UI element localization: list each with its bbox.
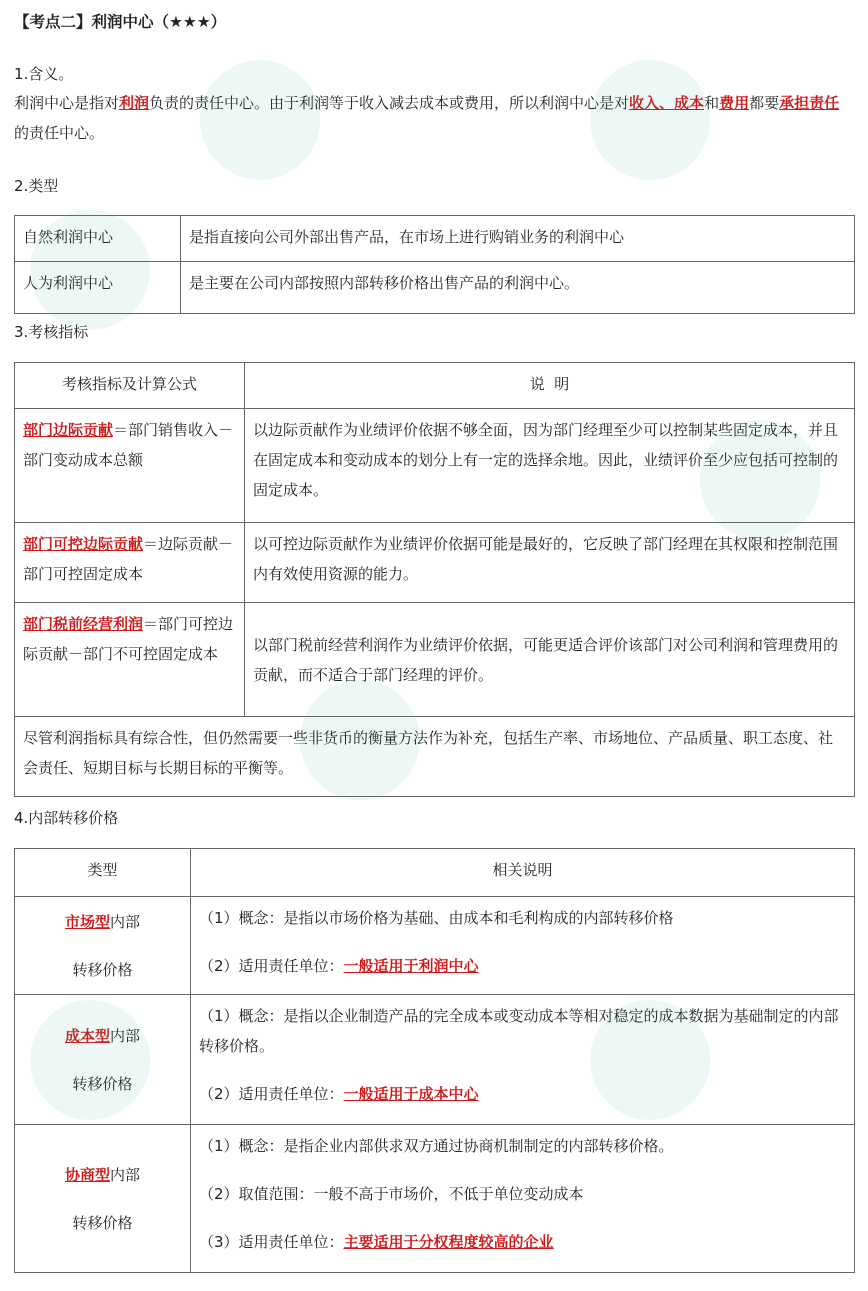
list-item [199,1079,846,1109]
related-cell [191,1125,855,1273]
table-row [15,603,855,717]
type-cell: 自然利润中心 [15,216,181,262]
item-emphasis: 主要适用于分权程度较高的企业 [343,1233,554,1251]
emphasis-profit: 利润 [119,94,150,112]
formula-text: ＝边际贡献－部门可控固定成本 [23,535,234,583]
emphasis-term: 成本型 [64,1026,110,1045]
text-run: 和 [704,94,720,112]
text-run: 都要 [749,94,780,112]
type-line2: 转移价格 [72,1213,133,1232]
table-row [15,995,855,1125]
item-emphasis: 一般适用于利润中心 [343,957,479,975]
list-item [199,951,846,981]
type-cell: 人为利润中心 [15,262,181,314]
desc-cell: 是指直接向公司外部出售产品，在市场上进行购销业务的利润中心 [181,216,855,262]
type-line2: 转移价格 [72,960,133,979]
type-line2: 转移价格 [72,1074,133,1093]
emphasis-term: 协商型 [64,1165,110,1184]
text-run: 的责任中心。 [14,124,105,142]
column-header-index: 考核指标及计算公式 [15,363,245,409]
emphasis-term: 部门税前经营利润 [23,615,144,633]
emphasis-responsibility: 承担责任 [779,94,840,112]
table-row [15,216,855,262]
text-run: 负责的责任中心。由于利润等于收入减去成本或费用，所以利润中心是对 [149,94,630,112]
type-cell [15,1125,191,1273]
table-row [15,1125,855,1273]
type-suffix: 内部 [110,1165,141,1184]
item-emphasis: 一般适用于成本中心 [343,1085,479,1103]
formula-text: ＝部门销售收入－部门变动成本总额 [23,421,234,469]
table-header-row [15,849,855,897]
table-row [15,262,855,314]
list-item [199,1179,846,1209]
explanation-cell: 以可控边际贡献作为业绩评价依据可能是最好的，它反映了部门经理在其权限和控制范围内有效使用资源的能力。 [245,523,855,603]
section-3-title: 3.考核指标 [14,323,89,341]
section-1-paragraph [14,88,854,148]
text-run: 利润中心是指对 [14,94,120,112]
list-item [199,1131,846,1161]
type-suffix: 内部 [110,1026,141,1045]
type-suffix: 内部 [110,912,141,931]
table-row [15,523,855,603]
column-header-related: 相关说明 [191,849,855,897]
item-text: （1）概念：是指以企业制造产品的完全成本或变动成本等相对稳定的成本数据为基础制定的内部转移价格。 [199,1007,839,1055]
column-header-type: 类型 [15,849,191,897]
transfer-price-table [14,848,855,1273]
emphasis-term: 市场型 [64,912,110,931]
section-1-title: 1.含义。 [14,65,74,83]
section-2-title: 2.类型 [14,177,59,195]
formula-cell [15,603,245,717]
item-text: （1）概念：是指以市场价格为基础、由成本和毛利构成的内部转移价格 [199,909,674,927]
page-title: 【考点二】利润中心（★★★） [14,13,227,31]
explanation-text: 以部门税前经营利润作为业绩评价依据，可能更适合评价该部门对公司利润和管理费用的贡献，而不适合于部门经理的评价。 [253,635,839,684]
formula-text: ＝部门可控边际贡献－部门不可控固定成本 [23,615,234,663]
item-text: （1）概念：是指企业内部供求双方通过协商机制制定的内部转移价格。 [199,1137,674,1155]
emphasis-revenue-cost: 收入、成本 [629,94,705,112]
related-cell [191,897,855,995]
explanation-cell [245,603,855,717]
profit-center-type-table [14,215,855,314]
section-4-title: 4.内部转移价格 [14,809,119,827]
type-cell [15,995,191,1125]
item-text: （3）适用责任单位： [199,1233,344,1251]
related-cell [191,995,855,1125]
list-item [199,903,846,933]
item-text: （2）适用责任单位： [199,957,344,975]
formula-cell [15,409,245,523]
item-text: （2）取值范围：一般不高于市场价，不低于单位变动成本 [199,1185,584,1203]
emphasis-term: 部门边际贡献 [23,421,114,439]
table-header-row [15,363,855,409]
table-note-row [15,717,855,797]
note-cell: 尽管利润指标具有综合性，但仍然需要一些非货币的衡量方法作为补充，包括生产率、市场地位、产品质量、职工态度、社会责任、短期目标与长期目标的平衡等。 [15,717,855,797]
type-cell [15,897,191,995]
list-item [199,1001,846,1061]
table-row [15,897,855,995]
item-text: （2）适用责任单位： [199,1085,344,1103]
assessment-index-table [14,362,855,797]
emphasis-expense: 费用 [719,94,750,112]
column-header-explanation: 说 明 [245,363,855,409]
explanation-cell: 以边际贡献作为业绩评价依据不够全面，因为部门经理至少可以控制某些固定成本，并且在固定成本和变动成本的划分上有一定的选择余地。因此，业绩评价至少应包括可控制的固定成本。 [245,409,855,523]
formula-cell [15,523,245,603]
list-item [199,1227,846,1257]
table-row [15,409,855,523]
desc-cell: 是主要在公司内部按照内部转移价格出售产品的利润中心。 [181,262,855,314]
emphasis-term: 部门可控边际贡献 [23,535,144,553]
